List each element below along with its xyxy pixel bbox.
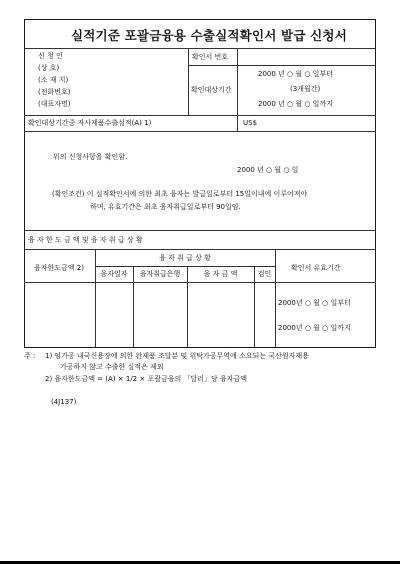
col-loan-date: 융자일자 — [100, 270, 128, 278]
applicant-company: (상 호) — [38, 64, 60, 72]
confirm-period-label: 확인대상기간 — [191, 86, 232, 94]
statement-text: 위의 신청사항을 확인함. — [53, 153, 128, 161]
divider-status-header — [95, 266, 275, 267]
applicant-rep: (대표자명) — [38, 100, 71, 108]
form-title: 실적기준 포괄금융용 수출실적확인서 발급 신청서 — [71, 28, 347, 43]
export-label: 확인대상기간중 자사제품수출실적(A) 1) — [28, 119, 152, 127]
condition-line-2: 하며, 유효기간은 최초 융자취급일로부터 90일임. — [90, 203, 241, 211]
loan-section-title: 융 자 한 도 금 액 및 융 자 취 급 상 황 — [28, 236, 143, 244]
form-code: (4J137) — [51, 398, 77, 406]
divider-applicant — [24, 115, 376, 116]
col-loan-amount: 융 자 금 액 — [203, 270, 238, 278]
condition-line-1: (확인조건) 이 실적확인서에 의한 최초 융자는 발급일로부터 15일이내에 이루어져야 — [52, 190, 308, 198]
divider-columns — [24, 282, 376, 283]
export-currency: US$ — [243, 119, 258, 127]
divider-statement — [24, 230, 376, 231]
vline-confirm — [237, 48, 238, 115]
confirm-period-from: 2000 년 ○ 월 ○ 일부터 — [258, 70, 333, 78]
notes-prefix: 주 : — [24, 352, 36, 360]
divider-export — [24, 131, 376, 132]
applicant-address: (소 재 지) — [38, 76, 69, 84]
loan-validity-header: 확인서 유효기간 — [291, 264, 341, 272]
note-1-line-2: 가공하지 않고 수출한 실적은 제외 — [60, 363, 164, 371]
validity-from: 2000년 ○ 월 ○ 일부터 — [278, 299, 351, 307]
col-loan-bank: 융자취급은행 — [139, 270, 181, 278]
note-2: 2) 융자한도금액 = (A) × 1/2 × 포괄금융의 「달러」당 융자금액 — [45, 375, 248, 383]
divider-loan-title — [24, 249, 376, 250]
confirm-period-to: 2000 년 ○ 월 ○ 일까지 — [258, 100, 333, 108]
page-bottom-border — [0, 561, 400, 564]
applicant-label: 신 청 인 — [38, 52, 63, 60]
validity-to: 2000년 ○ 월 ○ 일까지 — [278, 324, 351, 332]
loan-limit-header: 융자한도금액 2) — [34, 264, 84, 272]
loan-status-header: 융 자 취 급 상 황 — [159, 254, 211, 262]
note-1-line-1: 1) 임가공 내국신용장에 의한 완제품 조달분 및 위탁가공무역에 소요되는 국산원자재용 — [45, 352, 309, 360]
col-seal: 검인 — [257, 270, 272, 278]
vline-seal — [275, 249, 276, 348]
vline-applicant — [188, 48, 189, 115]
divider-title — [24, 48, 376, 49]
divider-confirm-number — [188, 65, 376, 66]
applicant-phone: (전화번호) — [38, 88, 71, 96]
confirm-number-label: 확인서 번호 — [192, 53, 229, 61]
confirm-period-months: (3개월간) — [290, 85, 321, 93]
vline-export — [237, 115, 238, 131]
vline-limit — [95, 249, 96, 348]
statement-date: 2000 년 ○ 월 ○ 일 — [237, 166, 299, 174]
